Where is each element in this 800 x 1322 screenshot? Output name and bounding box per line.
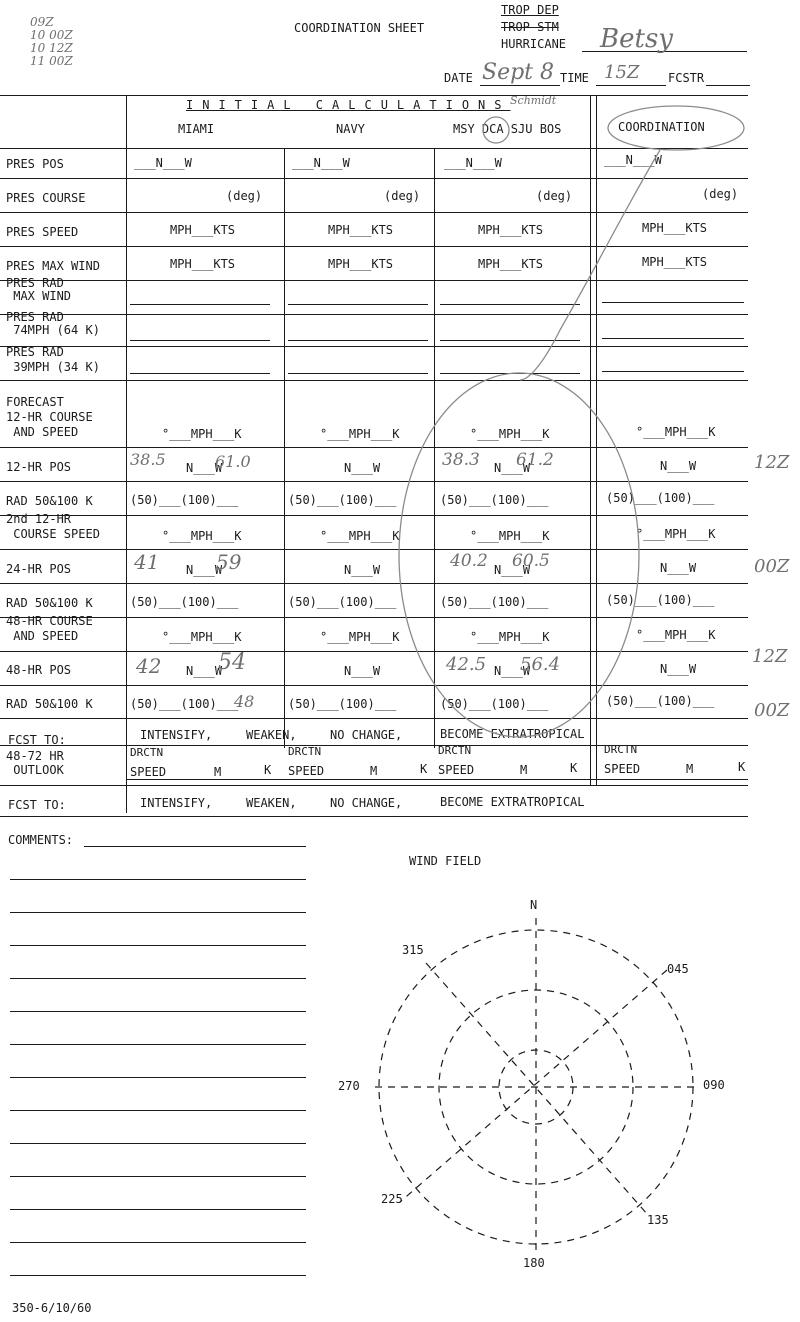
cell[interactable]: N___W: [494, 461, 531, 475]
corner-note: 10 12Z: [30, 41, 73, 55]
row-label-2nd-12hr: 2nd 12-HR COURSE SPEED: [6, 512, 100, 541]
cell[interactable]: °___MPH___K: [320, 529, 400, 543]
hw-12hr-msy-lon: 61.2: [516, 450, 554, 470]
cell[interactable]: ___N___W: [292, 156, 350, 170]
row-label-pres-pos: PRES POS: [6, 157, 64, 171]
cell[interactable]: °___MPH___K: [636, 628, 716, 642]
compass-180: 180: [523, 1256, 545, 1270]
cell[interactable]: MPH___KTS: [478, 257, 544, 271]
cell[interactable]: (50)___(100)___: [288, 595, 397, 609]
opt-intensify-b[interactable]: INTENSIFY,: [140, 796, 213, 810]
type-trop-stm: TROP STM: [501, 20, 559, 34]
hw-48hr-miami-lat: 42: [136, 654, 162, 678]
hw-24hr-msy-lat: 40.2: [450, 551, 488, 571]
cell[interactable]: N___W: [660, 662, 697, 676]
sheet-title: COORDINATION SHEET: [294, 21, 425, 35]
cell[interactable]: °___MPH___K: [636, 527, 716, 541]
corner-note: 11 00Z: [30, 54, 73, 68]
axis-ne-sw: [400, 970, 667, 1202]
cell[interactable]: N___W: [186, 461, 223, 475]
compass-270: 270: [338, 1079, 360, 1093]
cell[interactable]: (50)___(100)___: [606, 593, 715, 607]
cell[interactable]: (50)___(100)___: [440, 697, 549, 711]
col-coordination: COORDINATION: [618, 120, 705, 134]
cell[interactable]: (50)___(100)___: [440, 493, 549, 507]
cell[interactable]: MPH___KTS: [170, 257, 236, 271]
comments-label: COMMENTS:: [8, 833, 74, 847]
hw-msy-circle: [399, 373, 639, 737]
col-msy-dca-sju-bos: MSY DCA SJU BOS: [453, 122, 562, 136]
compass-n: N: [530, 898, 538, 912]
hw-48hr-msy-lat: 42.5: [446, 654, 487, 675]
row-label-pres-rad-74: PRES RAD 74MPH (64 K): [6, 310, 100, 337]
fcstr-value: Schmidt: [510, 94, 557, 107]
form-number: 350-6/10/60: [12, 1301, 92, 1315]
cell[interactable]: (50)___(100)___: [130, 493, 239, 507]
cell[interactable]: N___W: [186, 563, 223, 577]
axis-nw-se: [426, 963, 648, 1215]
compass-135: 135: [647, 1213, 669, 1227]
cell[interactable]: (50)___(100)___: [606, 491, 715, 505]
cell[interactable]: °___MPH___K: [320, 630, 400, 644]
cell[interactable]: MPH___KTS: [642, 255, 708, 269]
wind-field-title: WIND FIELD: [409, 854, 482, 868]
hw-48hr-miami-lon: 54: [218, 650, 246, 675]
cell[interactable]: (50)___(100)___: [288, 493, 397, 507]
hw-48hr-msy-lon: 56.4: [520, 654, 561, 675]
hw-12hr-miami-lat: 38.5: [130, 450, 166, 469]
opt-weaken-a[interactable]: WEAKEN,: [246, 728, 297, 742]
compass-315: 315: [402, 943, 424, 957]
time-value: 15Z: [604, 62, 640, 83]
corner-note: 10 00Z: [30, 28, 73, 42]
hw-right-note-00z-b: 00Z: [754, 700, 790, 721]
hw-24hr-miami-lat: 41: [134, 550, 160, 574]
cell[interactable]: (deg): [226, 189, 263, 203]
fcst-to-label-b: FCST TO:: [8, 798, 66, 812]
cell[interactable]: ___N___W: [134, 156, 192, 170]
row-label-pres-rad-39: PRES RAD 39MPH (34 K): [6, 345, 100, 374]
cell[interactable]: N___W: [494, 664, 531, 678]
compass-225: 225: [381, 1192, 403, 1206]
cell[interactable]: (50)___(100)___: [130, 595, 239, 609]
cell[interactable]: (50)___(100)___: [606, 694, 715, 708]
hw-24hr-miami-lon: 59: [216, 550, 242, 574]
row-label-48hr-pos: 48-HR POS: [6, 663, 72, 677]
row-label-forecast-12hr: FORECAST 12-HR COURSE AND SPEED: [6, 395, 93, 439]
col-navy: NAVY: [336, 122, 365, 136]
cell[interactable]: N___W: [344, 664, 381, 678]
cell[interactable]: (50)___(100)___: [288, 697, 397, 711]
compass-045: 045: [667, 962, 689, 976]
row-label-24hr-pos: 24-HR POS: [6, 562, 72, 576]
hw-coordination-circle: [608, 106, 744, 150]
cell[interactable]: ___N___W: [444, 156, 502, 170]
opt-extratropical-b[interactable]: BECOME EXTRATROPICAL: [440, 795, 585, 809]
row-label-12hr-pos: 12-HR POS: [6, 460, 72, 474]
cell[interactable]: N___W: [660, 459, 697, 473]
col-miami: MIAMI: [178, 122, 215, 136]
opt-extratropical-a[interactable]: BECOME EXTRATROPICAL: [440, 727, 585, 741]
type-hurricane: HURRICANE: [501, 37, 567, 51]
hw-dca-circle: [483, 117, 509, 143]
cell[interactable]: (deg): [536, 189, 573, 203]
hw-12hr-miami-lon: 61.0: [215, 452, 251, 471]
cell[interactable]: (50)___(100)___: [440, 595, 549, 609]
cell[interactable]: N___W: [344, 461, 381, 475]
cell[interactable]: °___MPH___K: [162, 529, 242, 543]
hw-right-note-12z-a: 12Z: [754, 452, 790, 473]
cell[interactable]: (50)___(100)___: [130, 697, 239, 711]
compass-090: 090: [703, 1078, 725, 1092]
row-label-rad-50-100-c: RAD 50&100 K: [6, 697, 93, 711]
date-label: DATE: [444, 71, 473, 85]
row-label-48hr-course: 48-HR COURSE AND SPEED: [6, 614, 93, 643]
corner-note: 09Z: [30, 15, 54, 29]
row-label-pres-speed: PRES SPEED: [6, 225, 79, 239]
hw-24hr-msy-lon: 60.5: [512, 551, 550, 571]
row-label-pres-max-wind: PRES MAX WIND: [6, 259, 100, 273]
cell[interactable]: °___MPH___K: [162, 630, 242, 644]
cell[interactable]: MPH___KTS: [642, 221, 708, 235]
outlook-label: 48-72 HR OUTLOOK: [6, 749, 64, 777]
cell[interactable]: (deg): [384, 189, 421, 203]
cell[interactable]: ___N___W: [604, 153, 662, 167]
cell[interactable]: MPH___KTS: [328, 257, 394, 271]
opt-no-change-b[interactable]: NO CHANGE,: [330, 796, 403, 810]
opt-weaken-b[interactable]: WEAKEN,: [246, 796, 297, 810]
date-value: Sept 8: [482, 60, 555, 85]
opt-no-change-a[interactable]: NO CHANGE,: [330, 728, 403, 742]
cell[interactable]: °___MPH___K: [470, 630, 550, 644]
cell[interactable]: °___MPH___K: [162, 427, 242, 441]
cell[interactable]: °___MPH___K: [470, 427, 550, 441]
cell[interactable]: N___W: [186, 664, 223, 678]
row-label-rad-50-100-a: RAD 50&100 K: [6, 494, 93, 508]
storm-name: Betsy: [600, 24, 673, 54]
cell[interactable]: °___MPH___K: [320, 427, 400, 441]
cell[interactable]: N___W: [344, 563, 381, 577]
cell[interactable]: MPH___KTS: [328, 223, 394, 237]
fcst-to-label-a: FCST TO:: [8, 733, 66, 747]
row-label-pres-rad-max-wind: PRES RAD MAX WIND: [6, 276, 72, 303]
cell[interactable]: MPH___KTS: [478, 223, 544, 237]
cell[interactable]: MPH___KTS: [170, 223, 236, 237]
hw-rad-miami: 48: [234, 692, 255, 711]
initial-calculations-banner: INITIAL CALCULATIONS: [186, 98, 511, 112]
row-label-pres-course: PRES COURSE: [6, 191, 86, 205]
hw-connector: [520, 150, 660, 380]
cell[interactable]: °___MPH___K: [470, 529, 550, 543]
hw-right-note-12z-b: 12Z: [752, 646, 788, 667]
hw-right-note-00z-a: 00Z: [754, 556, 790, 577]
cell[interactable]: °___MPH___K: [636, 425, 716, 439]
hw-12hr-msy-lat: 38.3: [442, 450, 480, 470]
type-trop-dep: TROP DEP: [501, 3, 559, 17]
cell[interactable]: (deg): [702, 187, 739, 201]
fcstr-label: FCSTR: [668, 71, 705, 85]
cell[interactable]: N___W: [494, 563, 531, 577]
opt-intensify-a[interactable]: INTENSIFY,: [140, 728, 213, 742]
time-label: TIME: [560, 71, 589, 85]
cell[interactable]: N___W: [660, 561, 697, 575]
row-label-rad-50-100-b: RAD 50&100 K: [6, 596, 93, 610]
